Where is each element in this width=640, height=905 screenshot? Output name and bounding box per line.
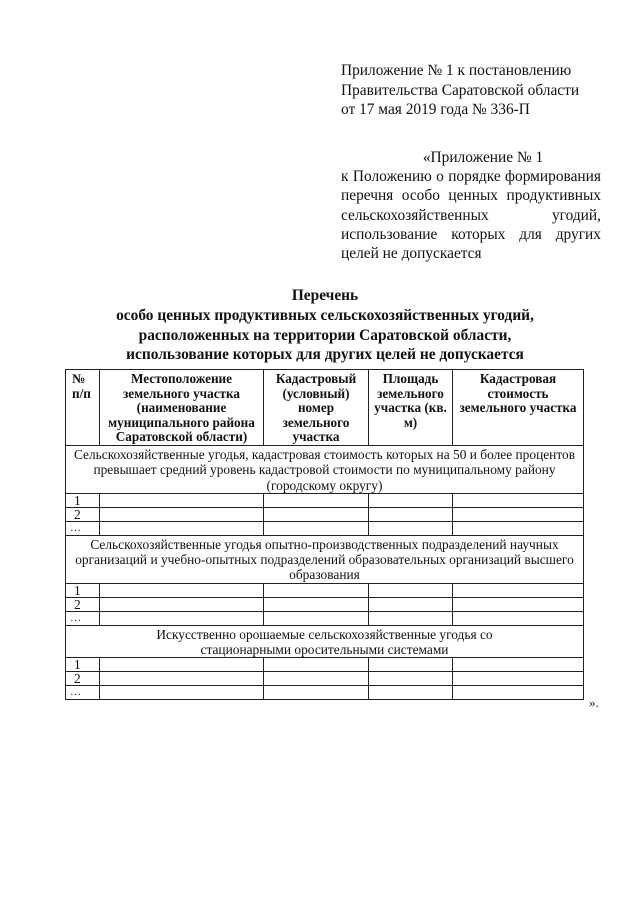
cell-cadastral-value	[453, 672, 584, 686]
cell-area	[369, 611, 453, 625]
appendix-line: Приложение № 1 к постановлению	[341, 62, 572, 79]
row-index: 2	[66, 672, 100, 686]
cell-cadastral-number	[264, 672, 369, 686]
table-row	[66, 597, 584, 611]
cell-location	[100, 686, 264, 700]
cell-cadastral-number	[264, 521, 369, 535]
row-index: …	[66, 686, 100, 700]
row-index: 1	[66, 583, 100, 597]
annex-line: использование которых для других	[341, 225, 601, 243]
header-number: № п/п	[66, 370, 100, 446]
title-heading: Перечень	[291, 287, 359, 304]
cell-location	[100, 658, 264, 672]
table-row	[66, 611, 584, 625]
cell-cadastral-value	[453, 611, 584, 625]
appendix-line: от 17 мая 2019 года № 336-П	[341, 101, 530, 118]
table-row	[66, 507, 584, 521]
annex-title: «Приложение № 1	[422, 149, 544, 166]
closing-quote: ».	[589, 695, 599, 710]
cell-location	[100, 597, 264, 611]
appendix-header	[341, 61, 611, 120]
title-line: расположенных на территории Саратовской области,	[138, 326, 512, 344]
section-row	[66, 445, 584, 493]
cell-area	[369, 597, 453, 611]
section-title: Сельскохозяйственные угодья, кадастровая стоимость которых на 50 и более процентов превышает средний уровень кадастровой стоимости по муниципальному району (городскому округу)	[66, 445, 584, 493]
cell-location	[100, 493, 264, 507]
title-line: использование которых для других целей не допускается	[126, 346, 524, 364]
cell-area	[369, 658, 453, 672]
appendix-line: Правительства Саратовской области	[341, 81, 580, 99]
cell-cadastral-value	[453, 521, 584, 535]
row-index: …	[66, 611, 100, 625]
header-location: Местоположение земельного участка (наименование муниципального района Саратовской области)	[100, 370, 264, 446]
cell-area	[369, 583, 453, 597]
cell-location	[100, 521, 264, 535]
cell-cadastral-number	[264, 597, 369, 611]
row-index: 1	[66, 493, 100, 507]
cell-area	[369, 672, 453, 686]
table-row	[66, 521, 584, 535]
cell-cadastral-number	[264, 583, 369, 597]
section-title: Искусственно орошаемые сельскохозяйственные угодья со стационарными оросительными системами	[66, 625, 584, 658]
cell-location	[100, 507, 264, 521]
cell-cadastral-number	[264, 686, 369, 700]
table-row	[66, 583, 584, 597]
table-row	[66, 493, 584, 507]
section-title: Сельскохозяйственные угодья опытно-производственных подразделений научных организаций и учебно-опытных подразделений образовательных организаций высшего образования	[66, 535, 584, 583]
table-row	[66, 686, 584, 700]
cell-area	[369, 521, 453, 535]
cell-cadastral-number	[264, 493, 369, 507]
cell-location	[100, 611, 264, 625]
row-index: 1	[66, 658, 100, 672]
cell-cadastral-number	[264, 507, 369, 521]
annex-line: целей не допускается	[341, 245, 482, 263]
header-cadastral-number: Кадастровый (условный) номер земельного участка	[264, 370, 369, 446]
table-row	[66, 658, 584, 672]
cell-area	[369, 507, 453, 521]
cell-cadastral-value	[453, 583, 584, 597]
title-line: особо ценных продуктивных сельскохозяйственных угодий,	[116, 306, 534, 324]
table-header-row	[66, 370, 584, 446]
annex-reference	[341, 148, 601, 263]
annex-line: перечня особо ценных продуктивных	[341, 187, 601, 205]
header-area: Площадь земельного участка (кв. м)	[369, 370, 453, 446]
section-row	[66, 625, 584, 658]
section-row	[66, 535, 584, 583]
row-index: 2	[66, 507, 100, 521]
annex-line: сельскохозяйственных угодий,	[341, 206, 601, 224]
cell-cadastral-value	[453, 597, 584, 611]
cell-cadastral-value	[453, 507, 584, 521]
cell-location	[100, 583, 264, 597]
annex-line: к Положению о порядке формирования	[341, 168, 601, 186]
row-index: …	[66, 521, 100, 535]
land-list-table	[65, 369, 584, 700]
cell-area	[369, 686, 453, 700]
cell-cadastral-value	[453, 686, 584, 700]
row-index: 2	[66, 597, 100, 611]
cell-cadastral-number	[264, 658, 369, 672]
table-row	[66, 672, 584, 686]
document-title	[70, 286, 580, 365]
cell-area	[369, 493, 453, 507]
cell-location	[100, 672, 264, 686]
cell-cadastral-number	[264, 611, 369, 625]
header-cadastral-value: Кадастровая стоимость земельного участка	[453, 370, 584, 446]
cell-cadastral-value	[453, 658, 584, 672]
cell-cadastral-value	[453, 493, 584, 507]
